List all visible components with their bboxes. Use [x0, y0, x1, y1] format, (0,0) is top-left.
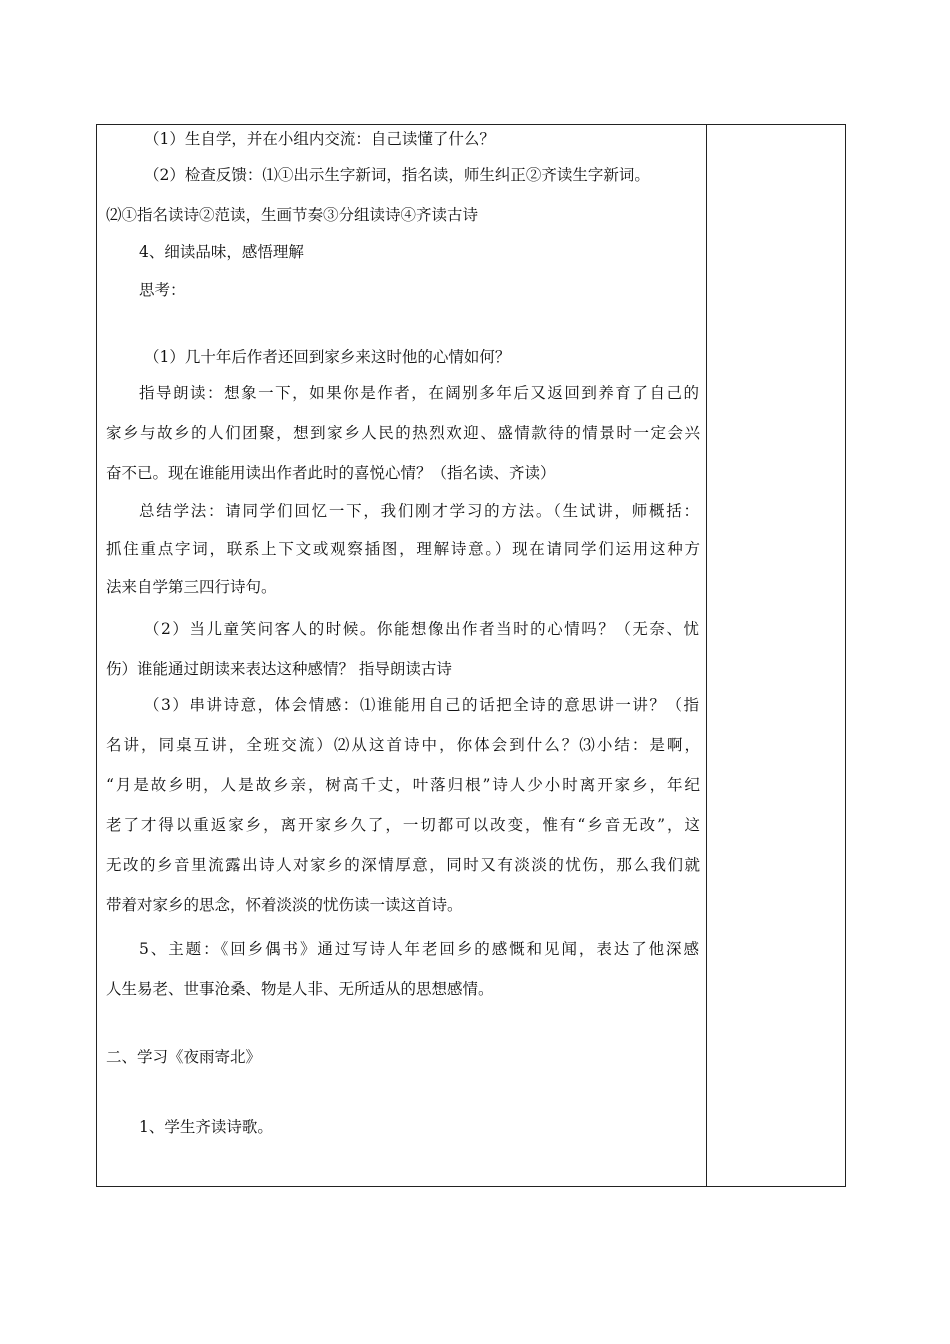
text-line: 奋不已。现在谁能用读出作者此时的喜悦心情？（指名读、齐读）	[106, 464, 556, 482]
text-line: 法来自学第三四行诗句。	[106, 578, 277, 596]
text-line: 总结学法：请同学们回忆一下，我们刚才学习的方法。（生试讲，师概括：	[139, 502, 699, 520]
text-line: 人生易老、世事沧桑、物是人非、无所适从的思想感情。	[106, 980, 494, 998]
text-line: 无改的乡音里流露出诗人对家乡的深情厚意，同时又有淡淡的忧伤，那么我们就	[106, 856, 700, 874]
notes-cell	[707, 125, 845, 1186]
text-line: 家乡与故乡的人们团聚，想到家乡人民的热烈欢迎、盛情款待的情景时一定会兴	[106, 424, 700, 442]
text-line: （2）当儿童笑问客人的时候。你能想像出作者当时的心情吗？（无奈、忧	[144, 620, 699, 638]
text-line: 名讲，同桌互讲，全班交流）⑵从这首诗中，你体会到什么？⑶小结：是啊，	[106, 736, 700, 754]
section-heading: 二、学习《夜雨寄北》	[106, 1048, 262, 1066]
lesson-plan-table	[96, 124, 846, 1187]
text-line: 老了才得以重返家乡，离开家乡久了，一切都可以改变，惟有“乡音无改”，这	[106, 816, 700, 834]
text-line: 指导朗读：想象一下，如果你是作者，在阔别多年后又返回到养育了自己的	[139, 384, 699, 402]
text-line: 伤）谁能通过朗读来表达这种感情？ 指导朗读古诗	[106, 660, 452, 678]
text-line: 1、学生齐读诗歌。	[139, 1118, 273, 1136]
text-line: （3）串讲诗意，体会情感：⑴谁能用自己的话把全诗的意思讲一讲？（指	[144, 696, 699, 714]
text-line: 带着对家乡的思念，怀着淡淡的忧伤读一读这首诗。	[106, 896, 463, 914]
text-line: 5、主题：《回乡偶书》通过写诗人年老回乡的感慨和见闻，表达了他深感	[139, 940, 699, 958]
text-line: ⑵①指名读诗②范读，生画节奏③分组读诗④齐读古诗	[106, 206, 479, 224]
text-line: （2）检查反馈：⑴①出示生字新词，指名读，师生纠正②齐读生字新词。	[144, 166, 650, 184]
text-line: “月是故乡明，人是故乡亲，树高千丈，叶落归根”诗人少小时离开家乡，年纪	[106, 776, 700, 794]
lesson-content-cell	[97, 125, 706, 1186]
text-line: （1）生自学，并在小组内交流：自己读懂了什么？	[144, 130, 495, 148]
text-line: （1）几十年后作者还回到家乡来这时他的心情如何？	[144, 348, 511, 366]
text-line: 思考：	[139, 281, 186, 299]
text-line: 4、细读品味，感悟理解	[139, 243, 304, 261]
text-line: 抓住重点字词，联系上下文或观察插图，理解诗意。）现在请同学们运用这种方	[106, 540, 700, 558]
